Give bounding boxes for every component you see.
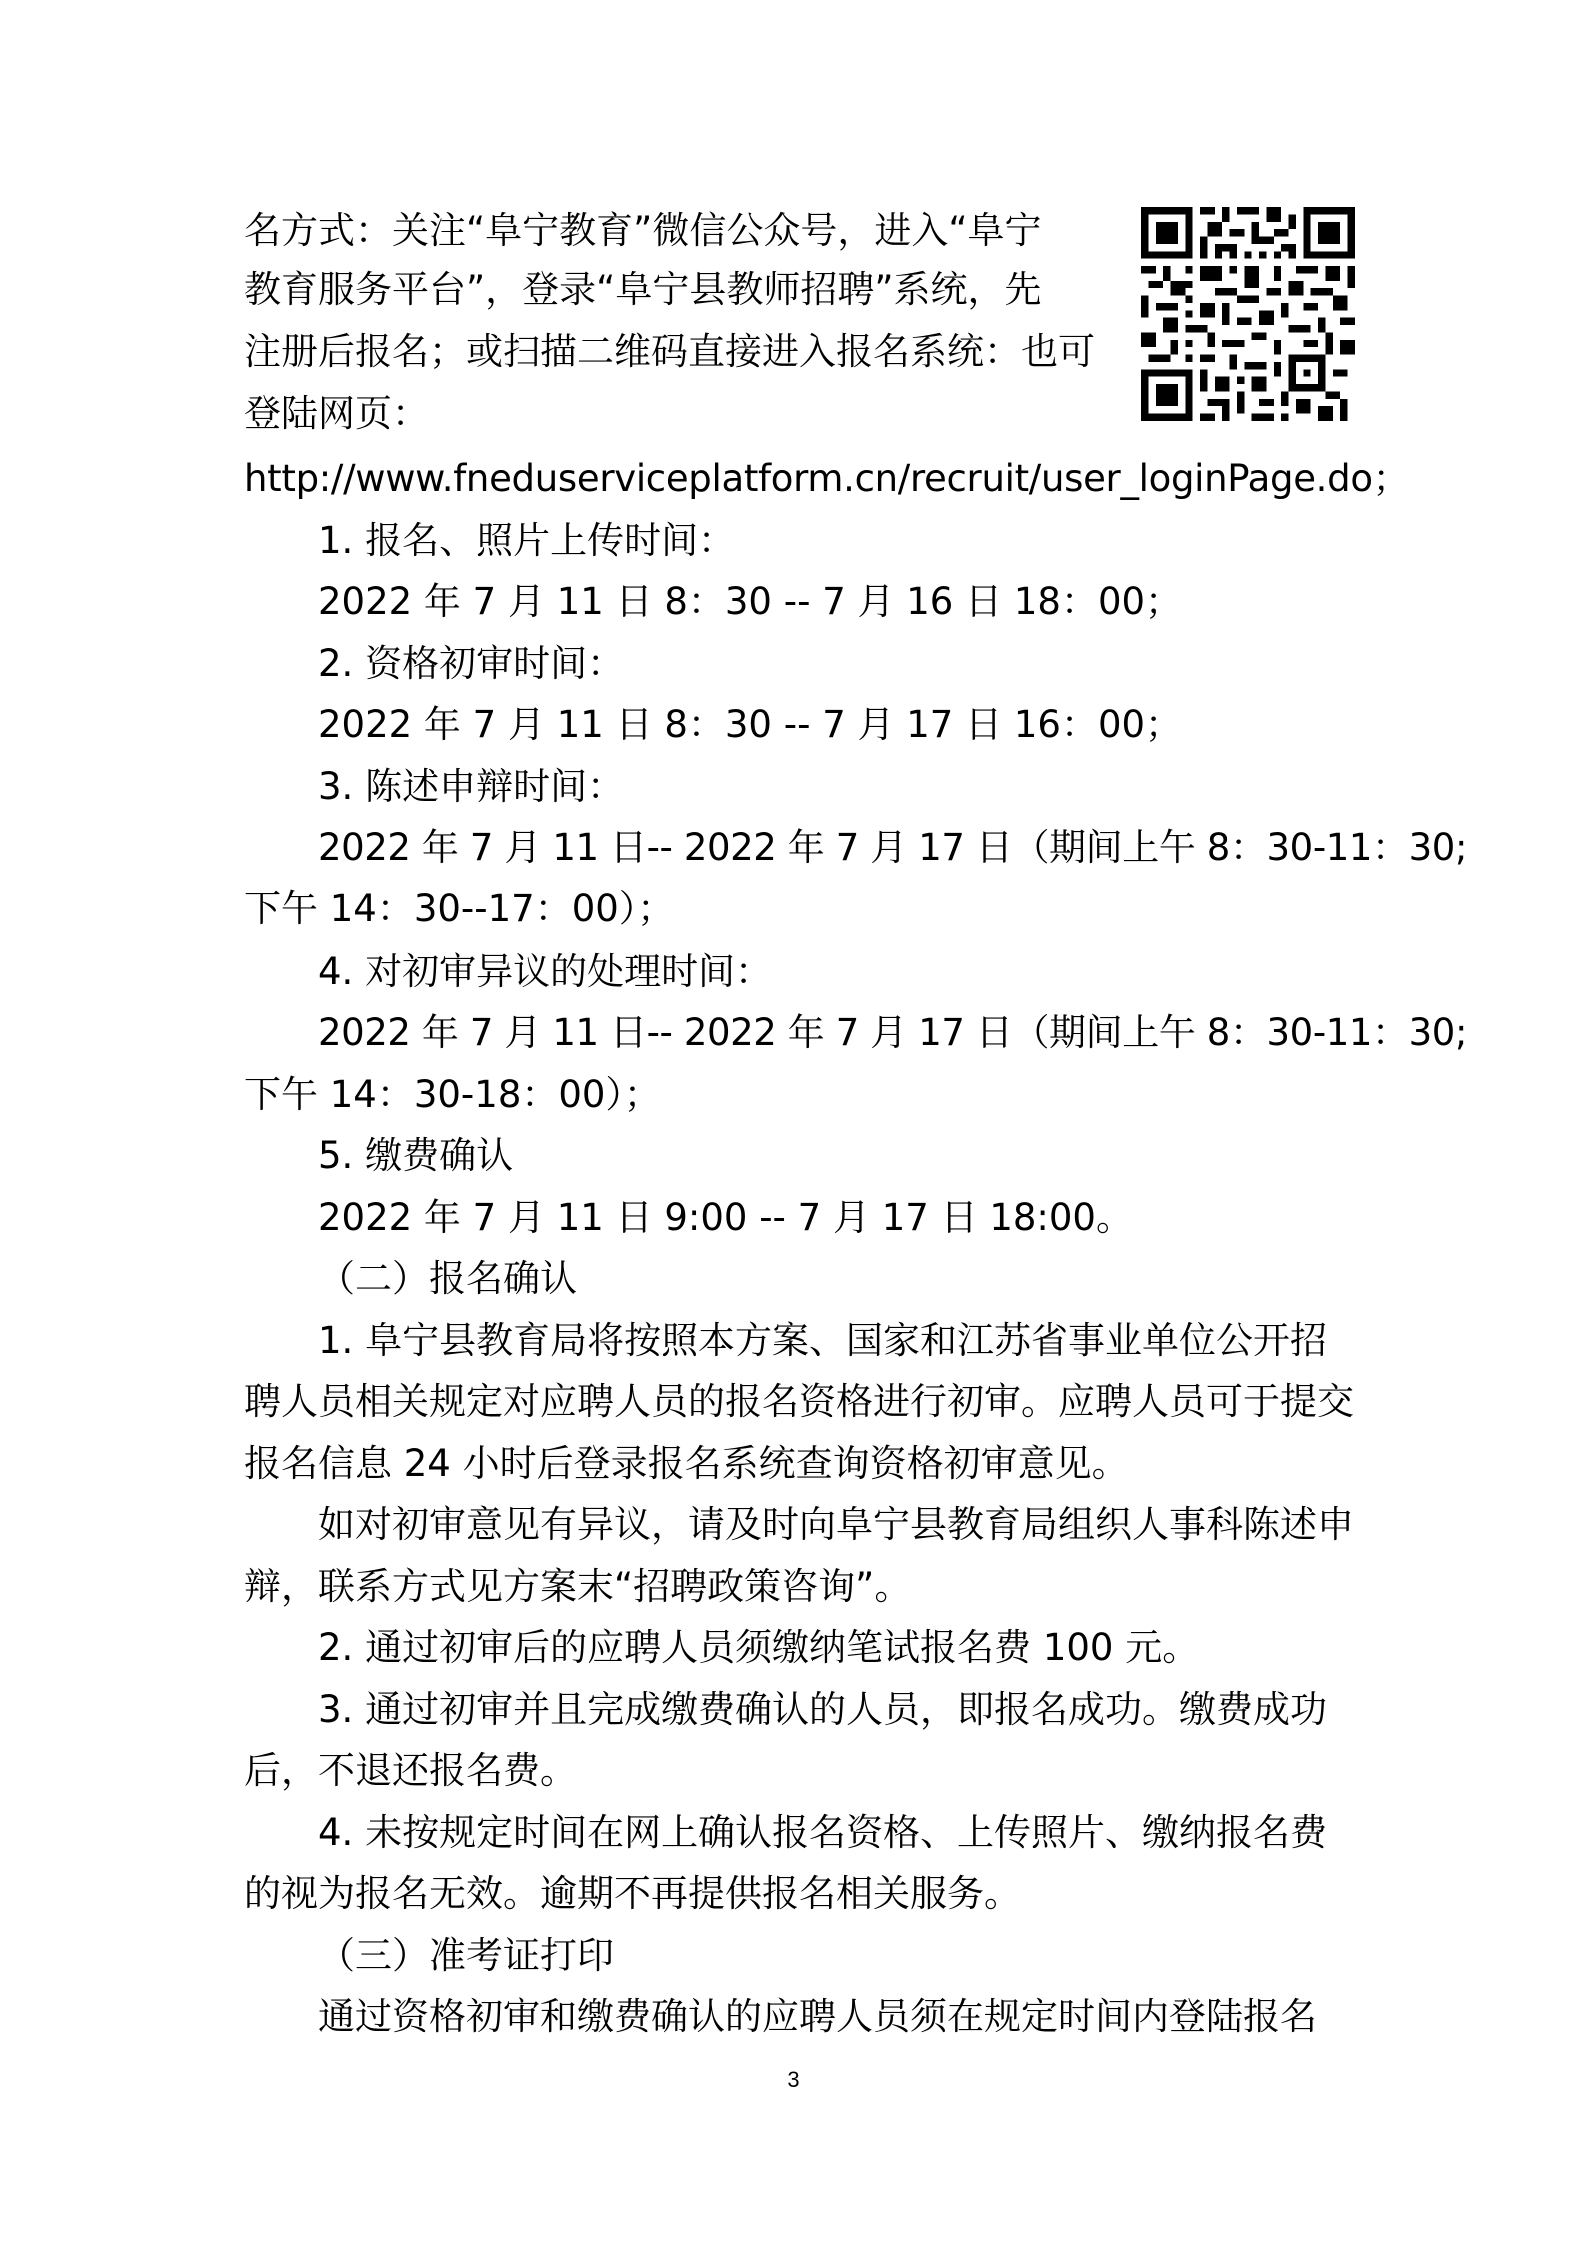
page-number: 3 bbox=[787, 2067, 800, 2092]
text-line bbox=[0, 701, 1587, 749]
text-line bbox=[0, 1132, 1587, 1180]
section-heading bbox=[0, 1255, 1587, 1303]
text-line-content: 后，不退还报名费。 bbox=[244, 1749, 577, 1792]
text-line bbox=[0, 578, 1587, 626]
text-line-content: 2022 年 7 月 11 日-- 2022 年 7 月 17 日（期间上午 8：30-11：30; bbox=[318, 1011, 1468, 1054]
text-line-content: 2022 年 7 月 11 日-- 2022 年 7 月 17 日（期间上午 8：30-11：30; bbox=[318, 826, 1468, 869]
text-line-content: 3. 陈述申辩时间： bbox=[318, 765, 625, 808]
text-line-content: 教育服务平台”，登录“阜宁县教师招聘”系统，先 bbox=[244, 268, 1042, 311]
text-line-content: 2022 年 7 月 11 日 9:00 -- 7 月 17 日 18:00。 bbox=[318, 1196, 1133, 1239]
text-line-content: 2022 年 7 月 11 日 8：30 -- 7 月 16 日 18：00； bbox=[318, 580, 1183, 623]
login-url: http://www.fneduserviceplatform.cn/recruit/user_loginPage.do； bbox=[244, 457, 1410, 500]
text-line bbox=[0, 948, 1587, 996]
text-line-content: 报名信息 24 小时后登录报名系统查询资格初审意见。 bbox=[244, 1442, 1129, 1485]
text-line bbox=[0, 1993, 1587, 2041]
text-line-content: 下午 14：30-18：00）； bbox=[244, 1073, 661, 1116]
text-line bbox=[0, 1624, 1587, 1672]
text-line-content: 2. 通过初审后的应聘人员须缴纳笔试报名费 100 元。 bbox=[318, 1626, 1200, 1669]
text-line bbox=[0, 885, 1587, 933]
text-line bbox=[0, 763, 1587, 811]
text-line-content: 下午 14：30--17：00）； bbox=[244, 887, 675, 930]
text-line bbox=[0, 1501, 1587, 1549]
text-line-content: 通过资格初审和缴费确认的应聘人员须在规定时间内登陆报名 bbox=[318, 1995, 1317, 2038]
text-line bbox=[0, 1809, 1587, 1857]
url-line bbox=[0, 455, 1587, 503]
text-line bbox=[0, 328, 1587, 376]
section-heading bbox=[0, 1932, 1587, 1980]
text-line bbox=[0, 1870, 1587, 1918]
text-line-content: 登陆网页： bbox=[244, 392, 429, 435]
text-line bbox=[0, 1440, 1587, 1488]
text-line-content: 4. 未按规定时间在网上确认报名资格、上传照片、缴纳报名费 bbox=[318, 1811, 1328, 1854]
text-line bbox=[0, 1563, 1587, 1611]
text-line bbox=[0, 266, 1587, 314]
text-line bbox=[0, 390, 1587, 438]
text-line-content: 4. 对初审异议的处理时间： bbox=[318, 950, 773, 993]
text-line bbox=[0, 1071, 1587, 1119]
text-line-content: 1. 阜宁县教育局将按照本方案、国家和江苏省事业单位公开招 bbox=[318, 1319, 1328, 1362]
text-line-content: 2022 年 7 月 11 日 8：30 -- 7 月 17 日 16：00； bbox=[318, 703, 1183, 746]
text-line-content: 1. 报名、照片上传时间： bbox=[318, 519, 736, 562]
text-line bbox=[0, 824, 1587, 872]
text-line-content: 如对初审意见有异议，请及时向阜宁县教育局组织人事科陈述申 bbox=[318, 1503, 1354, 1546]
text-line bbox=[0, 1009, 1587, 1057]
text-line bbox=[0, 1317, 1587, 1365]
text-line bbox=[0, 640, 1587, 688]
text-line-content: 注册后报名；或扫描二维码直接进入报名系统：也可 bbox=[244, 330, 1095, 373]
text-line-content: 3. 通过初审并且完成缴费确认的人员，即报名成功。缴费成功 bbox=[318, 1688, 1328, 1731]
text-line bbox=[0, 207, 1587, 255]
text-line bbox=[0, 1194, 1587, 1242]
text-line bbox=[0, 1686, 1587, 1734]
section-heading-text: （二）报名确认 bbox=[318, 1257, 577, 1300]
text-line-content: 名方式：关注“阜宁教育”微信公众号，进入“阜宁 bbox=[244, 209, 1042, 252]
text-line-content: 2. 资格初审时间： bbox=[318, 642, 625, 685]
text-line-content: 聘人员相关规定对应聘人员的报名资格进行初审。应聘人员可于提交 bbox=[244, 1380, 1354, 1423]
text-line-content: 5. 缴费确认 bbox=[318, 1134, 514, 1177]
text-line bbox=[0, 517, 1587, 565]
text-line-content: 的视为报名无效。逾期不再提供报名相关服务。 bbox=[244, 1872, 1021, 1915]
text-line bbox=[0, 1747, 1587, 1795]
text-line-content: 辩，联系方式见方案末“招聘政策咨询”。 bbox=[244, 1565, 912, 1608]
text-line bbox=[0, 1378, 1587, 1426]
section-heading-text: （三）准考证打印 bbox=[318, 1934, 614, 1977]
